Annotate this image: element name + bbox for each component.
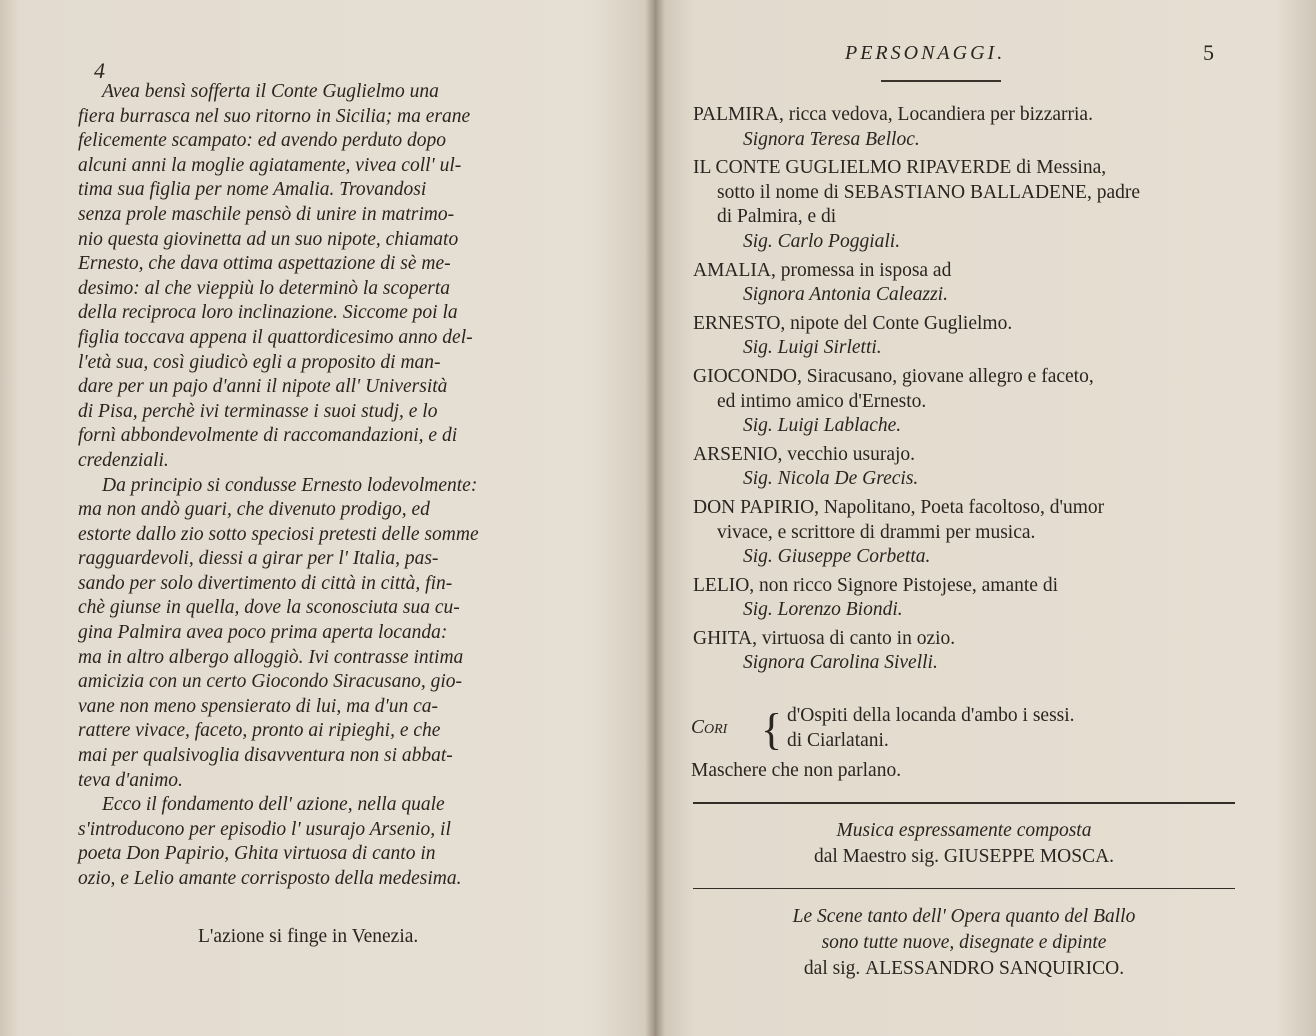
scene-credit-line: sono tutte nuove, disegnate e dipinte <box>821 932 1107 953</box>
text-line: sando per solo divertimento di città in città, fin- <box>78 572 453 594</box>
text-line: della reciproca loro inclinazione. Siccome poi la <box>78 302 458 324</box>
role-entry <box>693 312 1253 361</box>
text-line: fiera burrasca nel suo ritorno in Sicilia; ma erane <box>78 105 471 127</box>
text-line: ragguardevoli, diessi a girar per l' Italia, pas- <box>78 548 439 570</box>
role-entry <box>693 443 1253 492</box>
scene-credit-line <box>693 956 1235 982</box>
role-entry <box>693 156 1253 254</box>
paragraph-2 <box>78 474 626 794</box>
text-line: senza prole maschile pensò di unire in matrimo- <box>78 203 455 225</box>
text-line: dare per un pajo d'anni il nipote all' Università <box>78 376 448 398</box>
text-line: Ernesto, che dava ottima aspettazione di sè me- <box>78 253 451 275</box>
role-description: ed intimo amico d'Ernesto. <box>717 390 927 412</box>
text-line: ozio, e Lelio amante corrisposto della medesima. <box>78 868 462 889</box>
page-number-left: 4 <box>94 58 105 83</box>
divider-rule <box>693 802 1235 804</box>
text-line: gina Palmira avea poco prima aperta locanda: <box>78 622 448 644</box>
cori-label: Cori <box>691 717 728 738</box>
text-line: ma in altro albergo alloggiò. Ivi contrasse intima <box>78 646 464 668</box>
role-description: di Palmira, e di <box>717 206 837 228</box>
synopsis-text <box>78 80 626 892</box>
text-line: tima sua figlia per nome Amalia. Trovandosi <box>78 179 427 201</box>
text-line: mai per qualsivoglia disavventura non si abbat- <box>78 745 453 767</box>
cori-lines <box>787 704 1075 753</box>
text-line: Ecco il fondamento dell' azione, nella quale <box>102 794 445 816</box>
music-credit-line <box>693 844 1235 870</box>
text-line: teva d'animo. <box>78 769 183 791</box>
text-line: ma non andò guari, che divenuto prodigo, ed <box>78 499 430 521</box>
text-line: s'introducono per episodio l' usurajo Arsenio, il <box>78 818 451 840</box>
role-description: IL CONTE GUGLIELMO RIPAVERDE di Messina, <box>693 157 1107 179</box>
scene-credit-line: Le Scene tanto dell' Opera quanto del Ballo <box>792 906 1136 927</box>
role-description: ARSENIO, vecchio usurajo. <box>693 443 916 465</box>
singer-name: Sig. Luigi Lablache. <box>743 415 902 437</box>
role-description: GHITA, virtuosa di canto in ozio. <box>693 627 956 649</box>
singer-name: Sig. Luigi Sirletti. <box>743 337 882 359</box>
page-number-right: 5 <box>1203 40 1214 65</box>
scene-credit <box>693 904 1235 982</box>
role-entry <box>693 496 1253 570</box>
singer-name: Sig. Nicola De Grecis. <box>743 468 919 490</box>
text-line: alcuni anni la moglie agiatamente, vivea coll' ul- <box>78 154 462 176</box>
role-entry <box>693 574 1253 623</box>
text-line: chè giunse in quella, dove la sconosciuta sua cu- <box>78 597 460 619</box>
role-entry <box>693 365 1253 439</box>
text-line: rattere vivace, faceto, pronto ai ripieghi, e che <box>78 720 441 742</box>
music-credit-prefix: dal Maestro sig. <box>813 846 940 867</box>
divider-rule <box>693 888 1235 889</box>
role-description: LELIO, non ricco Signore Pistojese, amante di <box>693 574 1058 596</box>
text-line: desimo: al che vieppiù lo determinò la scoperta <box>78 277 451 299</box>
text-line: nio questa giovinetta ad un suo nipote, chiamato <box>78 228 459 250</box>
composer-name: GIUSEPPE MOSCA. <box>943 846 1115 867</box>
text-line: estorte dallo zio sotto speciosi pretesti delle somme <box>78 523 479 545</box>
text-line: di Pisa, perchè ivi terminasse i suoi studj, e lo <box>78 400 438 422</box>
role-description: PALMIRA, ricca vedova, Locandiera per bizzarria. <box>693 104 1093 125</box>
text-line: figlia toccava appena il quattordicesimo anno del- <box>78 326 473 348</box>
role-entry <box>693 627 1253 676</box>
music-credit <box>693 818 1235 870</box>
music-credit-line: Musica espressamente composta <box>836 820 1092 841</box>
singer-name: Signora Antonia Caleazzi. <box>743 284 948 306</box>
role-description: GIOCONDO, Siracusano, giovane allegro e faceto, <box>693 365 1094 387</box>
heading-rule <box>881 80 1001 82</box>
text-line: poeta Don Papirio, Ghita virtuosa di canto in <box>78 843 436 865</box>
text-line: fornì abbondevolmente di raccomandazioni, e di <box>78 425 458 447</box>
role-description: AMALIA, promessa in isposa ad <box>693 259 952 281</box>
paragraph-1 <box>78 80 626 474</box>
cori-line: d'Ospiti della locanda d'ambo i sessi. <box>787 705 1075 726</box>
singer-name: Signora Carolina Sivelli. <box>743 652 938 674</box>
singer-name: Sig. Giuseppe Corbetta. <box>743 546 931 568</box>
role-description: sotto il nome di SEBASTIANO BALLADENE, padre <box>717 181 1141 203</box>
scene-note: L'azione si finge in Venezia. <box>198 926 419 947</box>
role-entry <box>693 103 1253 152</box>
text-line: felicemente scampato: ed avendo perduto dopo <box>78 130 447 152</box>
maschere-line: Maschere che non parlano. <box>691 760 902 781</box>
text-line: Avea bensì sofferta il Conte Guglielmo una <box>102 81 439 102</box>
text-line: Da principio si condusse Ernesto lodevolmente: <box>102 474 478 496</box>
singer-name: Signora Teresa Belloc. <box>743 128 920 150</box>
cast-list <box>693 103 1253 680</box>
designer-name: ALESSANDRO SANQUIRICO. <box>865 958 1125 979</box>
paragraph-3 <box>78 793 626 891</box>
singer-name: Sig. Carlo Poggiali. <box>743 230 901 252</box>
page-heading: PERSONAGGI. <box>845 42 1006 64</box>
text-line: credenziali. <box>78 449 169 471</box>
text-line: l'età sua, così giudicò egli a proposito di man- <box>78 351 441 373</box>
brace-glyph: { <box>761 705 783 754</box>
singer-name: Sig. Lorenzo Biondi. <box>743 599 903 621</box>
role-description: vivace, e scrittore di drammi per musica. <box>717 521 1036 543</box>
cori-line: di Ciarlatani. <box>787 729 889 751</box>
role-entry <box>693 259 1253 308</box>
left-page <box>0 0 655 1036</box>
right-page <box>655 0 1316 1036</box>
book-gutter <box>645 0 665 1036</box>
text-line: amicizia con un certo Giocondo Siracusano, gio- <box>78 671 462 693</box>
role-description: DON PAPIRIO, Napolitano, Poeta facoltoso, d'umor <box>693 496 1105 518</box>
scene-credit-prefix: dal sig. <box>803 958 861 979</box>
role-description: ERNESTO, nipote del Conte Guglielmo. <box>693 312 1013 334</box>
text-line: vane non meno spensierato di lui, ma d'un ca- <box>78 695 438 717</box>
